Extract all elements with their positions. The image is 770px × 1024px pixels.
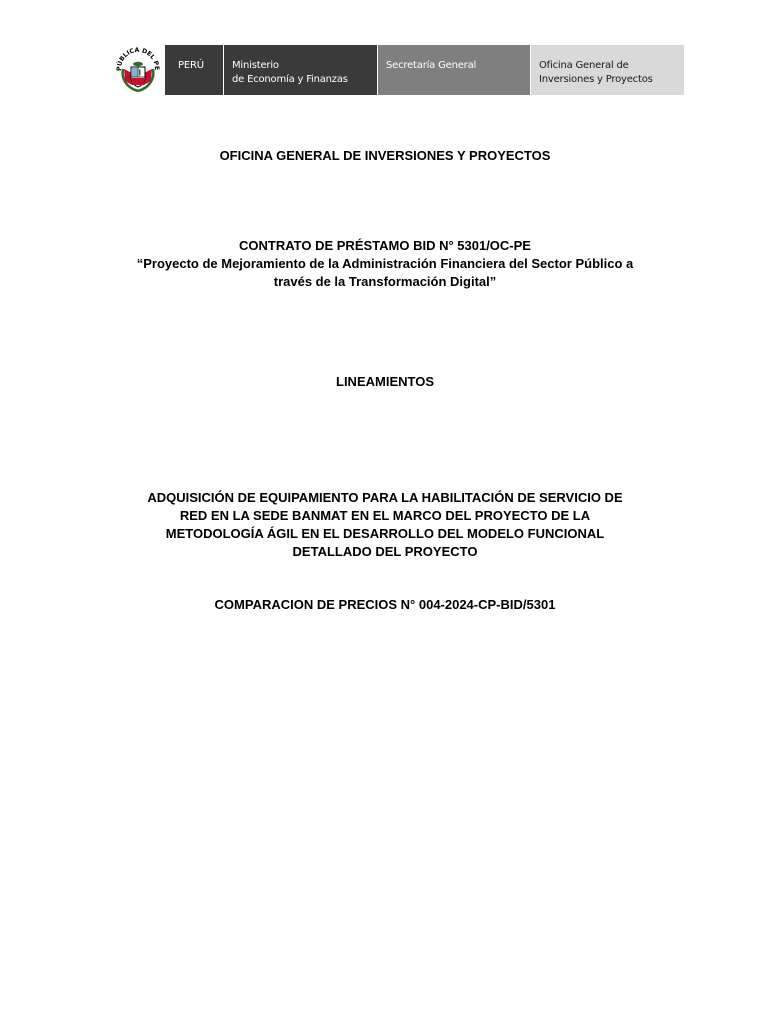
acquisition-title-line4: DETALLADO DEL PROYECTO <box>292 544 478 559</box>
price-comparison-reference: COMPARACION DE PRECIOS N° 004-2024-CP-BID/5301 <box>214 597 556 612</box>
project-name-line1: “Proyecto de Mejoramiento de la Administración Financiera del Sector Público a <box>136 256 634 271</box>
coat-of-arms-icon <box>112 45 164 95</box>
ministry-label-line2: de Economía y Finanzas <box>232 74 348 85</box>
acquisition-title-line3: METODOLOGÍA ÁGIL EN EL DESARROLLO DEL MODELO FUNCIONAL <box>165 526 605 541</box>
secretariat-block <box>378 45 530 95</box>
acquisition-title-line2: RED EN LA SEDE BANMAT EN EL MARCO DEL PROYECTO DE LA <box>179 508 591 523</box>
office-label-line1: Oficina General de <box>539 60 629 71</box>
office-label-line2: Inversiones y Proyectos <box>539 74 653 85</box>
contract-number: CONTRATO DE PRÉSTAMO BID N° 5301/OC-PE <box>239 238 531 253</box>
secretariat-label: Secretaría General <box>386 60 477 71</box>
office-block <box>531 45 684 95</box>
project-name-line2: través de la Transformación Digital” <box>273 274 497 289</box>
contract-heading <box>0 237 770 291</box>
country-label: PERÚ <box>178 60 204 71</box>
office-title: OFICINA GENERAL DE INVERSIONES Y PROYECTOS <box>219 148 551 163</box>
government-header-banner <box>112 45 684 95</box>
peru-coat-of-arms-logo <box>112 45 164 95</box>
acquisition-title-line1: ADQUISICIÓN DE EQUIPAMIENTO PARA LA HABILITACIÓN DE SERVICIO DE <box>147 490 623 505</box>
ministry-label-line1: Ministerio <box>232 60 279 71</box>
svg-text:REPÚBLICA DEL PERÚ: PÚBLICA DEL PE <box>115 46 161 72</box>
section-title: LINEAMIENTOS <box>336 374 434 389</box>
country-block <box>165 45 223 95</box>
ministry-block <box>224 45 377 95</box>
acquisition-title <box>0 489 770 561</box>
